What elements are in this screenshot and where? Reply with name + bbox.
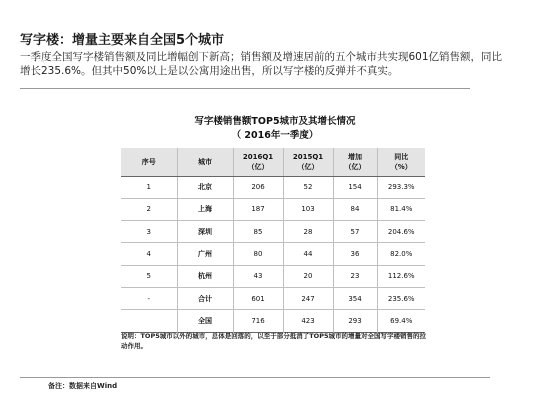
section-heading: 写字楼：增量主要来自全国5个城市	[20, 33, 225, 48]
cell-city: 合计	[177, 287, 233, 309]
cell-2015q1: 247	[283, 287, 333, 309]
divider-bottom	[20, 377, 490, 378]
cell-yoy: 82.0%	[390, 250, 413, 259]
table-row	[121, 265, 425, 287]
cell-increase: 23	[333, 265, 377, 287]
cell-city: 全国	[177, 310, 233, 332]
cell-no	[121, 310, 177, 332]
cell-no: -	[121, 287, 177, 309]
cell-no: 5	[121, 265, 177, 287]
cell-no: 1	[121, 176, 177, 198]
table-title: 写字楼销售额TOP5城市及其增长情况	[194, 116, 356, 127]
cell-increase: 57	[333, 221, 377, 243]
cell-2016q1: 187	[233, 198, 283, 220]
cell-increase: 84	[333, 198, 377, 220]
cell-2015q1: 44	[283, 243, 333, 265]
cell-no: 4	[121, 243, 177, 265]
cell-yoy: 293.3%	[387, 183, 415, 192]
table-row	[121, 198, 425, 220]
cell-2015q1: 20	[283, 265, 333, 287]
header-2016q1: 2016Q1 （亿）	[233, 148, 283, 176]
table-row	[121, 176, 425, 198]
header-yoy: 同比 （%）	[377, 148, 425, 176]
cell-city: 北京	[177, 176, 233, 198]
header-city: 城市	[177, 148, 233, 176]
cell-2016q1: 43	[233, 265, 283, 287]
cell-2015q1: 28	[283, 221, 333, 243]
cell-2015q1: 423	[283, 310, 333, 332]
table-note: 说明：TOP5城市以外的城市，总体是回落的，以至于部分抵消了TOP5城市的增量对全国写字楼销售的拉动作用。	[121, 332, 426, 350]
cell-city: 广州	[177, 243, 233, 265]
cell-increase: 293	[333, 310, 377, 332]
cell-2016q1: 716	[233, 310, 283, 332]
cell-yoy: 81.4%	[390, 205, 413, 214]
cell-2015q1: 52	[283, 176, 333, 198]
table-row-national	[121, 310, 425, 332]
cell-2016q1: 206	[233, 176, 283, 198]
cell-increase: 354	[333, 287, 377, 309]
sales-table	[121, 148, 425, 333]
cell-no: 2	[121, 198, 177, 220]
summary-paragraph: 一季度全国写字楼销售额及同比增幅创下新高；销售额及增速居前的五个城市共实现601亿销售额，同比增长235.6%。但其中50%以上是以公寓用途出售，所以写字楼的反弹并不真实。	[20, 51, 503, 77]
table-row	[121, 221, 425, 243]
divider-top	[20, 88, 470, 89]
cell-yoy: 204.6%	[387, 227, 415, 236]
table-header-row	[121, 148, 425, 176]
cell-increase: 154	[333, 176, 377, 198]
header-no: 序号	[121, 148, 177, 176]
source-note: 备注：数据来自Wind	[48, 382, 118, 390]
header-2015q1: 2015Q1 （亿）	[283, 148, 333, 176]
cell-2015q1: 103	[283, 198, 333, 220]
cell-yoy: 69.4%	[390, 316, 413, 325]
cell-2016q1: 601	[233, 287, 283, 309]
cell-no: 3	[121, 221, 177, 243]
table-row	[121, 243, 425, 265]
cell-city: 深圳	[177, 221, 233, 243]
table-row-total	[121, 287, 425, 309]
cell-city: 上海	[177, 198, 233, 220]
header-increase: 增加 （亿）	[333, 148, 377, 176]
cell-2016q1: 80	[233, 243, 283, 265]
cell-yoy: 235.6%	[387, 294, 415, 303]
table-subtitle: （ 2016年一季度）	[231, 130, 319, 141]
cell-city: 杭州	[177, 265, 233, 287]
cell-yoy: 112.6%	[387, 272, 415, 281]
cell-increase: 36	[333, 243, 377, 265]
cell-2016q1: 85	[233, 221, 283, 243]
